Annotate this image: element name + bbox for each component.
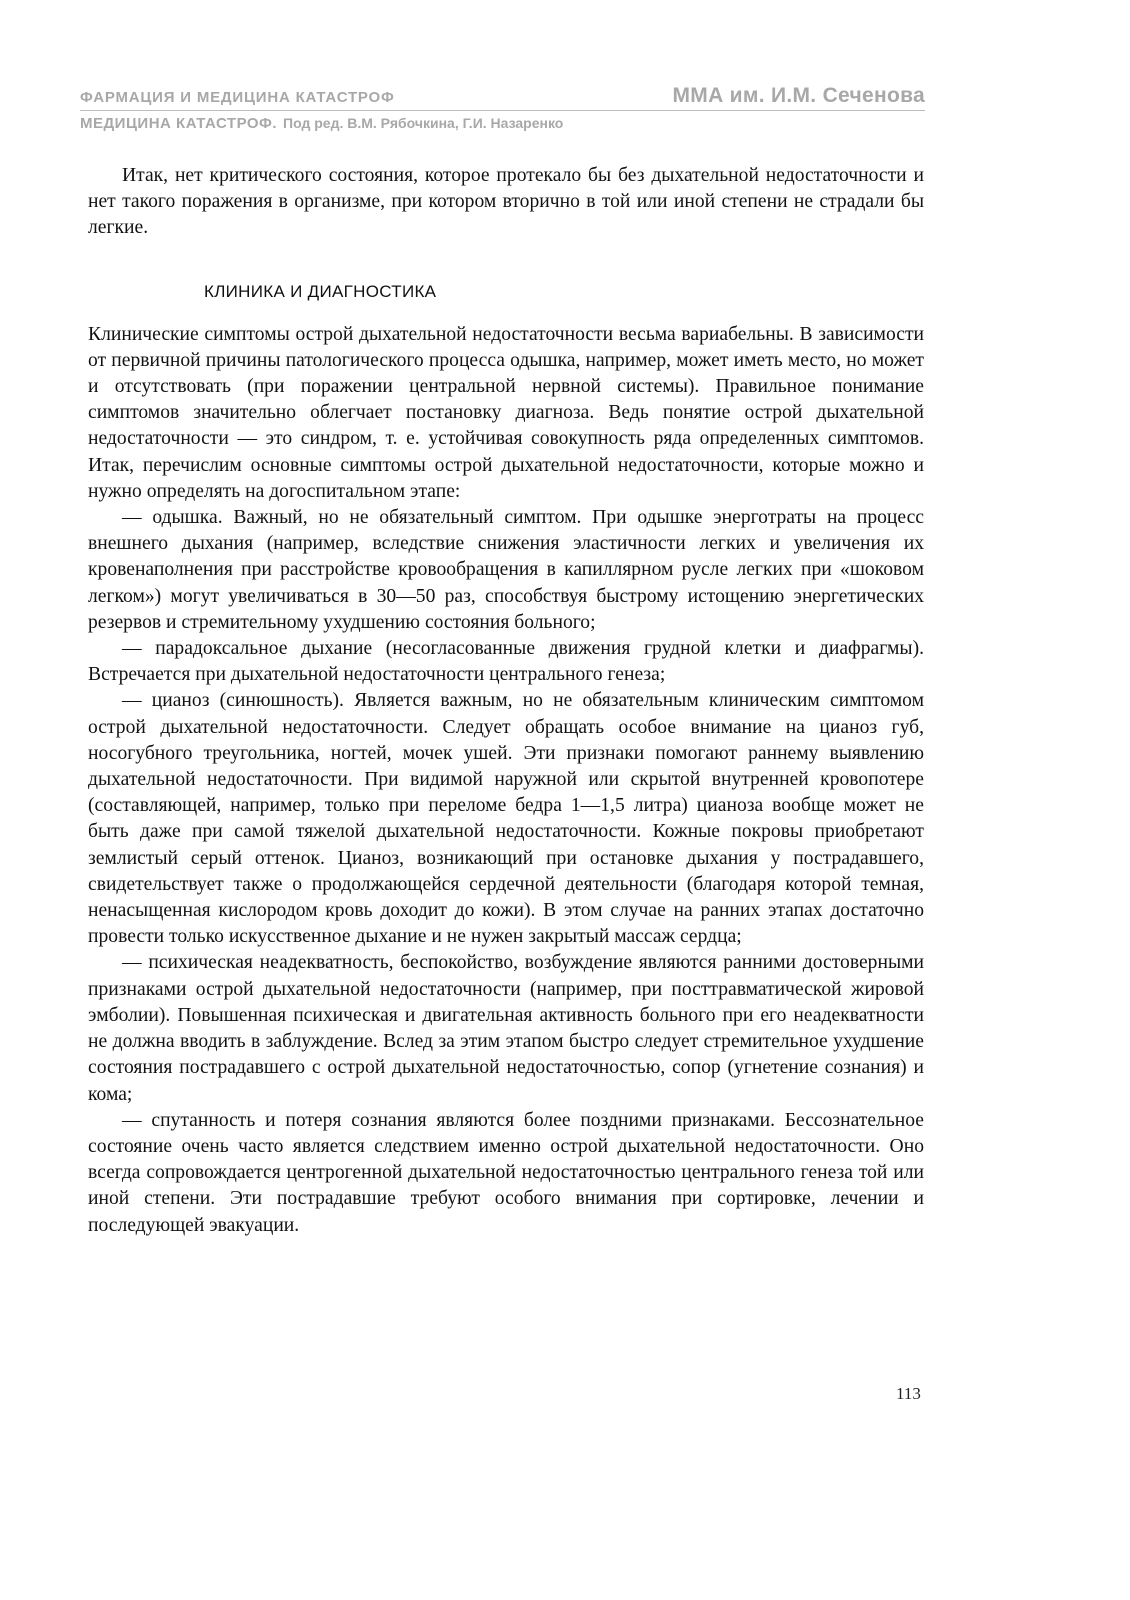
symptom-item-cyanosis: — цианоз (синюшность). Является важным, но не обязательным клиническим симптомом острой дыхательной недостаточности. Следует обращать особое внимание на цианоз губ, носогубного треугольника, ногтей, мочек ушей. Эти признаки помогают раннему выявлению дыхательной недостаточности. При видимой наружной или скрытой внутренней кровопотере (составляющей, например, только при переломе бедра 1—1,5 литра) цианоза вообще может не быть даже при самой тяжелой дыхательной недостаточности. Кожные покровы приобретают землистый серый оттенок. Цианоз, возникающий при остановке дыхания у пострадавшего, свидетельствует также о продолжающейся сердечной деятельности (благодаря которой темная, ненасыщенная кислородом кровь доходит до кожи). В этом случае на ранних этапах достаточно провести только искусственное дыхание и не нужен закрытый массаж сердца; bbox=[88, 690, 924, 948]
header-right-title: ММА им. И.М. Сеченова bbox=[672, 84, 925, 107]
section-heading: КЛИНИКА И ДИАГНОСТИКА bbox=[204, 281, 437, 301]
header-book-title: МЕДИЦИНА КАТАСТРОФ. bbox=[80, 115, 278, 132]
symptom-item-mental-inadequacy: — психическая неадекватность, беспокойство, возбуждение являются ранними достоверными признаками острой дыхательной недостаточности (например, при посттравматической жировой эмболии). Повышенная психическая и двигательная активность больного при его неадекватности не должна вводить в заблуждение. Вслед за этим этапом быстро следует стремительное ухудшение состояния пострадавшего с острой дыхательной недостаточностью, сопор (угнетение сознания) и кома; bbox=[88, 952, 924, 1105]
opening-paragraph: Итак, нет критического состояния, которое протекало бы без дыхательной недостаточности и нет такого поражения в организме, при котором вторично в той или иной степени не страдали бы легкие. bbox=[88, 165, 924, 239]
symptom-item-dyspnea: — одышка. Важный, но не обязательный симптом. При одышке энерготраты на процесс внешнего дыхания (например, вследствие снижения эластичности легких и увеличения их кровенаполнения при расстройстве кровообращения в капиллярном русле легких при «шоковом легком») могут увеличиваться в 30—50 раз, способствуя быстрому истощению энергетических резервов и стремительному ухудшению состояния больного; bbox=[88, 507, 924, 633]
header-book-line bbox=[80, 115, 925, 132]
symptom-item-paradoxical-breathing: — парадоксальное дыхание (несогласованные движения грудной клетки и диафрагмы). Встречается при дыхательной недостаточности центрального генеза; bbox=[88, 638, 924, 686]
intro-paragraph: Клинические симптомы острой дыхательной недостаточности весьма вариабельны. В зависимости от первичной причины патологического процесса одышка, например, может иметь место, но может и отсутствовать (при поражении центральной нервной системы). Правильное понимание симптомов значительно облегчает постановку диагноза. Ведь понятие острой дыхательной недостаточности — это синдром, т. е. устойчивая совокупность ряда определенных симптомов. Итак, перечислим основные симптомы острой дыхательной недостаточности, которые можно и нужно определять на догоспитальном этапе: bbox=[88, 323, 924, 502]
header-top-row bbox=[80, 84, 925, 111]
running-header bbox=[80, 84, 925, 132]
header-left-title: ФАРМАЦИЯ И МЕДИЦИНА КАТАСТРОФ bbox=[80, 89, 395, 106]
header-editors: Под ред. В.М. Рябочкина, Г.И. Назаренко bbox=[283, 115, 564, 131]
page-body bbox=[88, 163, 924, 1239]
page-number: 113 bbox=[896, 1384, 921, 1403]
symptom-item-loss-of-consciousness: — спутанность и потеря сознания являются более поздними признаками. Бессознательное состояние очень часто является следствием именно острой дыхательной недостаточности. Оно всегда сопровождается центрогенной дыхательной недостаточностью центрального генеза той или иной степени. Эти пострадавшие требуют особого внимания при сортировке, лечении и последующей эвакуации. bbox=[88, 1109, 924, 1236]
